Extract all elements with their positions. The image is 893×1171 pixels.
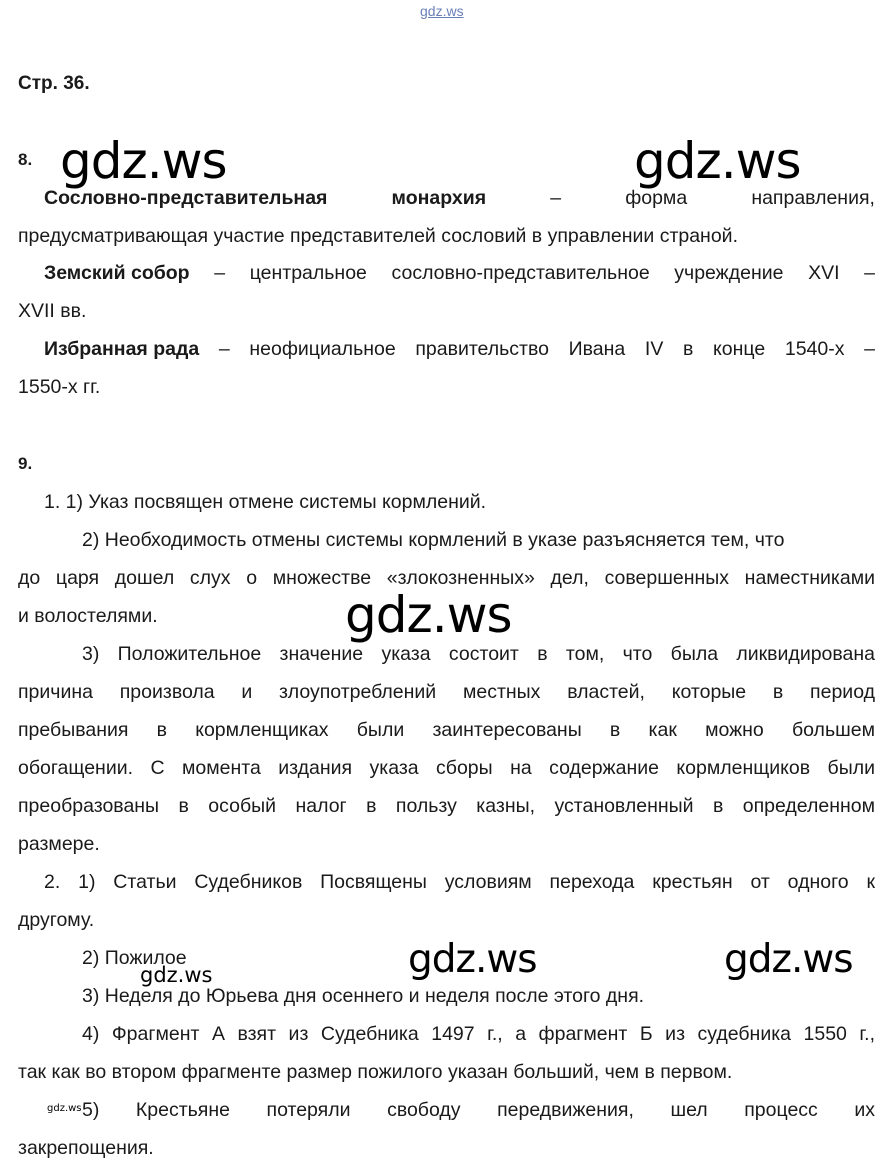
answer-line: 2) Необходимость отмены системы кормлений в указе разъясняется тем, что: [82, 529, 785, 551]
task-number-9: 9.: [18, 454, 33, 473]
watermark: gdz.ws: [60, 132, 227, 190]
definition-1-word-1: форма: [625, 187, 688, 209]
answer-line: 4) Фрагмент А взят из Судебника 1497 г., а фрагмент Б из судебника 1550 г.,: [82, 1023, 875, 1045]
term-2: Земский собор: [44, 262, 190, 284]
answer-line: 2. 1) Статьи Судебников Посвящены условиям перехода крестьян от одного к: [44, 871, 875, 893]
term-1-word-1: Сословно-представительная: [44, 187, 328, 209]
watermark-top: gdz.ws: [420, 3, 464, 19]
definition-3-line-1: [44, 337, 875, 361]
watermark: gdz.ws: [47, 1103, 82, 1114]
watermark: gdz.ws: [140, 963, 213, 987]
definition-2-text: – центральное сословно-представительное учреждение XVI –: [189, 262, 875, 284]
definition-2-line-2: XVII вв.: [18, 300, 87, 322]
definition-1-line-2: предусматривающая участие представителей сословий в управлении страной.: [18, 225, 738, 247]
definition-3-text: – неофициальное правительство Ивана IV в конце 1540-х –: [199, 338, 875, 360]
watermark: gdz.ws: [345, 586, 512, 644]
answer-line: 2) Пожилое: [82, 947, 187, 969]
answer-line: размере.: [18, 833, 100, 855]
answer-line: и волостелями.: [18, 605, 158, 627]
answer-line: закрепощения.: [18, 1137, 154, 1159]
answer-line: 5) Крестьяне потеряли свободу передвижения, шел процесс их: [82, 1099, 875, 1121]
definition-3-line-2: 1550-х гг.: [18, 376, 101, 398]
answer-line: другому.: [18, 909, 95, 931]
answer-line: 3) Положительное значение указа состоит в том, что была ликвидирована: [82, 643, 875, 665]
task-number-8: 8.: [18, 150, 33, 169]
term-3: Избранная рада: [44, 338, 200, 360]
answer-line: преобразованы в особый налог в пользу казны, установленный в определенном: [18, 795, 875, 817]
answer-line: так как во втором фрагменте размер пожилого указан больший, чем в первом.: [18, 1061, 733, 1083]
definition-1-line-1: [44, 186, 875, 210]
answer-line: обогащении. С момента издания указа сборы на содержание кормленщиков были: [18, 757, 875, 779]
watermark: gdz.ws: [724, 937, 853, 982]
definition-1-word-2: направления,: [751, 187, 875, 209]
page-header: Стр. 36.: [18, 73, 90, 94]
watermark: gdz.ws: [408, 937, 537, 982]
watermark: gdz.ws: [634, 132, 801, 190]
answer-line: 1. 1) Указ посвящен отмене системы кормлений.: [44, 491, 487, 513]
definition-1-dash: –: [550, 187, 562, 209]
definition-2-line-1: [44, 261, 875, 285]
answer-line: пребывания в кормленщиках были заинтересованы в как можно большем: [18, 719, 875, 741]
answer-line: до царя дошел слух о множестве «злокозненных» дел, совершенных наместниками: [18, 567, 875, 589]
answer-line: причина произвола и злоупотреблений местных властей, которые в период: [18, 681, 875, 703]
term-1-word-2: монархия: [391, 187, 487, 209]
answer-line: 3) Неделя до Юрьева дня осеннего и неделя после этого дня.: [82, 985, 645, 1007]
